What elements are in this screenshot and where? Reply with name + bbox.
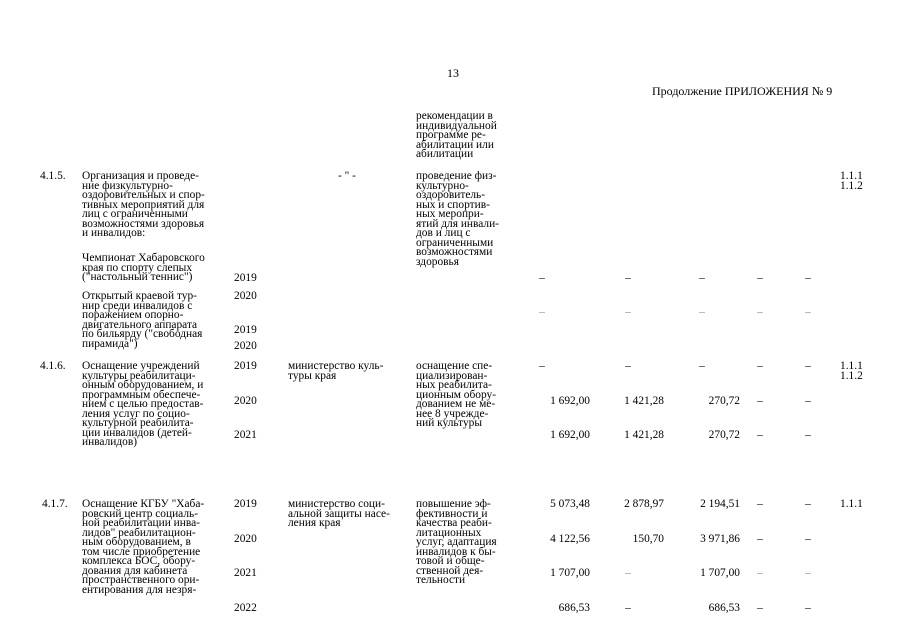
row-4-1-5-ref: 1.1.1 1.1.2 [840, 170, 863, 192]
row-4-1-6-2020-total: 1 692,00 [550, 395, 590, 407]
row-4-1-7-2021-c3: – [757, 567, 763, 579]
row-4-1-6-year-2021: 2021 [234, 429, 257, 441]
row-4-1-5-sub1-c2: – [699, 272, 705, 284]
row-4-1-5-sub2-c1: – [625, 306, 631, 318]
row-4-1-5-code: 4.1.5. [40, 170, 66, 182]
row-4-1-6-2019-c3: – [757, 360, 763, 372]
row-4-1-5-sub1-total: – [539, 272, 545, 284]
row-4-1-5-sub1-c1: – [625, 272, 631, 284]
row-4-1-7-executor: министерство соци- альной защиты насе- ления края [288, 498, 390, 529]
row-4-1-7-2022-c3: – [757, 602, 763, 614]
row-4-1-5-sub2-year-b: 2020 [234, 340, 257, 352]
row-4-1-5-sub2-year-a: 2019 [234, 324, 257, 336]
row-4-1-7-2020-c3: – [757, 533, 763, 545]
row-4-1-6-2020-c4: – [805, 395, 811, 407]
page-number: 13 [447, 66, 459, 80]
row-4-1-6-2021-c4: – [805, 429, 811, 441]
row-4-1-6-2020-c1: 1 421,28 [624, 395, 664, 407]
row-4-1-5-sub2-name: Открытый краевой тур- нир среди инвалидов с поражением опорно- двигательного аппарата по бильярду ("свободная пирамида") [82, 290, 203, 350]
row-4-1-6-2019-c1: – [625, 360, 631, 372]
row-4-1-7-year-2020: 2020 [234, 533, 257, 545]
row-4-1-6-name: Оснащение учреждений культуры реабилитаци- онным оборудованием, и программным обеспече- нием с целью предостав- ления услуг по социо- культурной реабилита- ции инвалидов (детей- инвалидов) [82, 360, 204, 448]
row-4-1-7-2019-c4: – [805, 498, 811, 510]
row-4-1-5-sub2-c4: – [805, 306, 811, 318]
row-4-1-7-year-2021: 2021 [234, 567, 257, 579]
row-4-1-5-sub1-year: 2019 [234, 272, 257, 284]
row-4-1-7-2021-total: 1 707,00 [550, 567, 590, 579]
row-4-1-5-executor: - " - [338, 170, 356, 182]
row-4-1-7-2019-c1: 2 878,97 [624, 498, 664, 510]
row-4-1-5-sub2-total: – [539, 306, 545, 318]
row-4-1-7-2019-c2: 2 194,51 [700, 498, 740, 510]
row-4-1-6-executor: министерство куль- туры края [288, 360, 384, 382]
row-4-1-7-ref: 1.1.1 [840, 498, 863, 510]
row-4-1-6-2021-c2: 270,72 [708, 429, 740, 441]
row-4-1-7-name: Оснащение КГБУ "Хаба- ровский центр социаль- ной реабилитации инва- лидов" реабилитацион- ным оборудованием, в том числе приобретение комплекса БОС, обору- дования для кабинета пространственного ори- ентирования для незря- [82, 498, 205, 596]
row-4-1-7-2021-c1: – [625, 567, 631, 579]
row-4-1-5-sub1-name: Чемпионат Хабаровского края по спорту слепых ("настольный теннис") [82, 252, 205, 283]
row-4-1-7-2020-c2: 3 971,86 [700, 533, 740, 545]
row-4-1-5-result: проведение физ- культурно- оздоровитель- ных и спортив- ных меропри- ятий для инвали- дов и лиц с ограниченными возможностями здоровья [416, 170, 499, 268]
row-4-1-6-2019-total: – [539, 360, 545, 372]
row-4-1-7-2021-c4: – [805, 567, 811, 579]
previous-row-result: рекомендации в индивидуальной программе ре- абилитации или абилитации [416, 110, 497, 160]
row-4-1-6-2020-c3: – [757, 395, 763, 407]
row-4-1-7-2022-total: 686,53 [558, 602, 590, 614]
row-4-1-6-2019-c2: – [699, 360, 705, 372]
row-4-1-6-2019-c4: – [805, 360, 811, 372]
row-4-1-6-year-2020: 2020 [234, 395, 257, 407]
row-4-1-6-result: оснащение спе- циализирован- ных реабилита- ционным обору- дованием не ме- нее 8 учрежде- ний культуры [416, 360, 497, 429]
row-4-1-6-2021-c3: – [757, 429, 763, 441]
row-4-1-6-2021-total: 1 692,00 [550, 429, 590, 441]
row-4-1-5-sub2-c2: – [699, 306, 705, 318]
row-4-1-7-2019-c3: – [757, 498, 763, 510]
row-4-1-7-code: 4.1.7. [42, 498, 68, 510]
row-4-1-7-2022-c4: – [805, 602, 811, 614]
row-4-1-7-result: повышение эф- фективности и качества реаби- литационных услуг, адаптация инвалидов к бы- товой и обще- ственной дея- тельности [416, 498, 497, 586]
row-4-1-6-2020-c2: 270,72 [708, 395, 740, 407]
row-4-1-5-sub1-c4: – [805, 272, 811, 284]
row-4-1-7-2021-c2: 1 707,00 [700, 567, 740, 579]
row-4-1-5-name: Организация и проведе- ние физкультурно- оздоровительных и спор- тивных мероприятий для лиц с ограниченными возможностями здоровья и инвалидов: [82, 170, 205, 239]
appendix-header: Продолжение ПРИЛОЖЕНИЯ № 9 [652, 84, 833, 98]
row-4-1-7-2022-c2: 686,53 [708, 602, 740, 614]
row-4-1-5-sub2-c3: – [757, 306, 763, 318]
row-4-1-6-ref: 1.1.1 1.1.2 [840, 360, 863, 382]
row-4-1-7-2020-c1: 150,70 [632, 533, 664, 545]
row-4-1-7-2020-c4: – [805, 533, 811, 545]
row-4-1-7-year-2019: 2019 [234, 498, 257, 510]
row-4-1-7-year-2022: 2022 [234, 602, 257, 614]
row-4-1-6-code: 4.1.6. [40, 360, 66, 372]
row-4-1-5-sub2-year-top: 2020 [234, 290, 257, 302]
row-4-1-7-2020-total: 4 122,56 [550, 533, 590, 545]
row-4-1-6-year-2019: 2019 [234, 360, 257, 372]
row-4-1-7-2019-total: 5 073,48 [550, 498, 590, 510]
row-4-1-5-sub1-c3: – [757, 272, 763, 284]
row-4-1-6-2021-c1: 1 421,28 [624, 429, 664, 441]
row-4-1-7-2022-c1: – [625, 602, 631, 614]
